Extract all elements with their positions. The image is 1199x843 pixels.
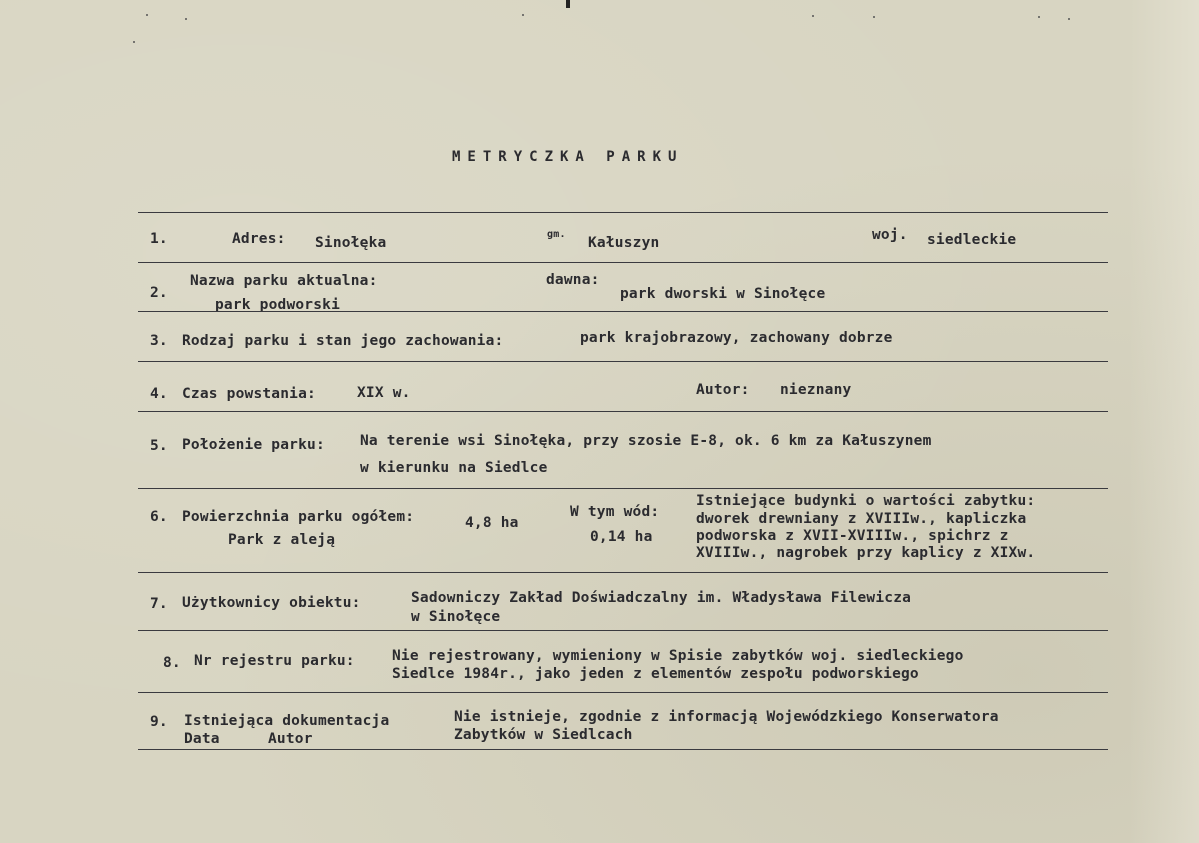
address-label: Adres: [232, 231, 286, 247]
buildings-line-4: XVIIIw., nagrobek przy kaplicy z XIXw. [696, 545, 1036, 561]
total-area-label: Powierzchnia parku ogółem: [182, 509, 415, 525]
speck [1038, 16, 1040, 18]
documentation-value-line-2: Zabytków w Siedlcach [454, 727, 633, 743]
voivodeship-label: woj. [872, 227, 908, 243]
gmina-label: gm. [547, 229, 566, 240]
divider [138, 411, 1108, 412]
row-2-number: 2. [150, 285, 168, 301]
speck [522, 14, 524, 16]
park-type-label: Rodzaj parku i stan jego zachowania: [182, 333, 504, 349]
register-label: Nr rejestru parku: [194, 653, 355, 669]
address-value: Sinołęka [315, 235, 387, 251]
location-value-line-2: w kierunku na Siedlce [360, 460, 548, 476]
row-3-number: 3. [150, 333, 168, 349]
divider [138, 361, 1108, 362]
buildings-line-1: Istniejące budynki o wartości zabytku: [696, 493, 1036, 509]
speck [146, 14, 148, 16]
row-9-number: 9. [150, 714, 168, 730]
buildings-line-2: dworek drewniany z XVIIIw., kapliczka [696, 511, 1027, 527]
page-title: METRYCZKA PARKU [452, 149, 684, 165]
documentation-label: Istniejąca dokumentacja [184, 713, 390, 729]
divider [138, 212, 1108, 213]
divider [138, 262, 1108, 263]
park-type-value: park krajobrazowy, zachowany dobrze [580, 330, 893, 346]
speck [873, 16, 875, 18]
row-5-number: 5. [150, 438, 168, 454]
staple-mark [566, 0, 570, 8]
total-area-value: 4,8 ha [465, 515, 519, 531]
divider [138, 692, 1108, 693]
buildings-line-3: podworska z XVII-XVIIIw., spichrz z [696, 528, 1009, 544]
park-name-former-label: dawna: [546, 272, 600, 288]
row-6-number: 6. [150, 509, 168, 525]
creation-time-label: Czas powstania: [182, 386, 316, 402]
author-label: Autor: [696, 382, 750, 398]
divider [138, 488, 1108, 489]
row-1-number: 1. [150, 231, 168, 247]
register-value-line-1: Nie rejestrowany, wymieniony w Spisie zabytków woj. siedleckiego [392, 648, 964, 664]
date-label: Data [184, 731, 220, 747]
paper-edge [1129, 0, 1199, 843]
park-name-current-value: park podworski [215, 297, 341, 313]
gmina-value: Kałuszyn [588, 235, 660, 251]
divider [138, 311, 1108, 312]
voivodeship-value: siedleckie [927, 232, 1017, 248]
location-value-line-1: Na terenie wsi Sinołęka, przy szosie E-8, ok. 6 km za Kałuszynem [360, 433, 932, 449]
park-name-former-value: park dworski w Sinołęce [620, 286, 826, 302]
speck [812, 15, 814, 17]
documentation-author-label: Autor [268, 731, 313, 747]
water-area-label: W tym wód: [570, 504, 660, 520]
avenue-label: Park z aleją [228, 532, 336, 548]
divider [138, 630, 1108, 631]
row-8-number: 8. [163, 655, 181, 671]
park-name-current-label: Nazwa parku aktualna: [190, 273, 378, 289]
speck [133, 41, 135, 43]
users-value-line-2: w Sinołęce [411, 609, 501, 625]
register-value-line-2: Siedlce 1984r., jako jeden z elementów zespołu podworskiego [392, 666, 919, 682]
creation-time-value: XIX w. [357, 385, 411, 401]
author-value: nieznany [780, 382, 852, 398]
location-label: Położenie parku: [182, 437, 325, 453]
row-7-number: 7. [150, 596, 168, 612]
users-value-line-1: Sadowniczy Zakład Doświadczalny im. Władysława Filewicza [411, 590, 912, 606]
divider [138, 749, 1108, 750]
documentation-value-line-1: Nie istnieje, zgodnie z informacją Wojewódzkiego Konserwatora [454, 709, 999, 725]
speck [185, 18, 187, 20]
row-4-number: 4. [150, 386, 168, 402]
users-label: Użytkownicy obiektu: [182, 595, 361, 611]
divider [138, 572, 1108, 573]
speck [1068, 18, 1070, 20]
water-area-value: 0,14 ha [590, 529, 653, 545]
